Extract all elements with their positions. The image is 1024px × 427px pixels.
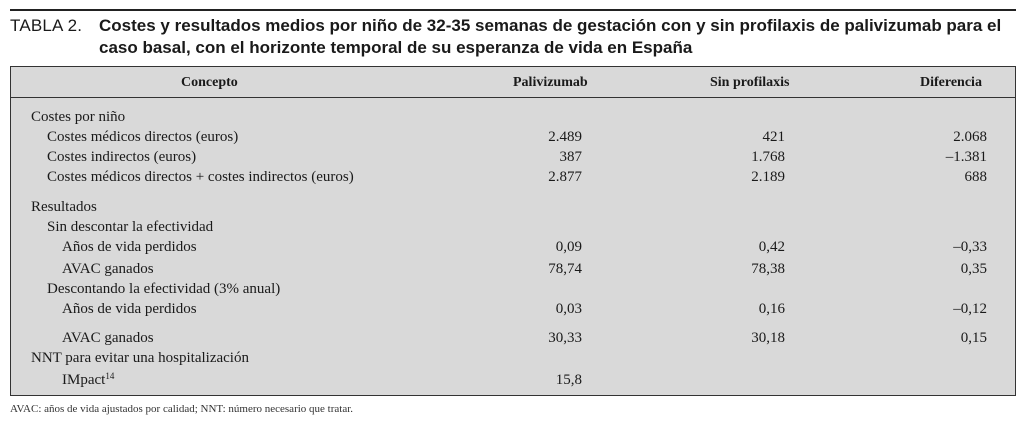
table-row — [11, 348, 1015, 368]
header-concepto: Concepto — [181, 75, 238, 90]
row-label: Costes médicos directos + costes indirectos (euros) — [47, 169, 354, 185]
diferencia-value: –1.381 — [945, 149, 987, 165]
table-row — [11, 279, 1015, 299]
palivizumab-value: 387 — [559, 149, 582, 165]
table-row — [11, 197, 1015, 217]
row-label: Costes indirectos (euros) — [47, 149, 197, 165]
diferencia-value: 0,15 — [960, 330, 987, 346]
palivizumab-value: 0,09 — [555, 239, 582, 255]
table-row — [11, 370, 1015, 390]
top-rule — [10, 9, 1016, 11]
palivizumab-value: 0,03 — [555, 301, 582, 317]
sin-profilaxis-value: 421 — [762, 129, 785, 145]
table-title — [10, 15, 1010, 59]
diferencia-value: –0,12 — [953, 301, 987, 317]
palivizumab-value: 2.877 — [548, 169, 582, 185]
diferencia-value: 2.068 — [953, 129, 987, 145]
table-row — [11, 127, 1015, 147]
sin-profilaxis-value: 0,16 — [758, 301, 785, 317]
palivizumab-value: 30,33 — [548, 330, 582, 346]
table-row — [11, 107, 1015, 127]
sin-profilaxis-value: 0,42 — [758, 239, 785, 255]
header-sin-profilaxis: Sin profilaxis — [710, 75, 790, 90]
data-table — [10, 66, 1016, 396]
table-caption: Costes y resultados medios por niño de 32-35 semanas de gestación con y sin profilaxis de palivizumab para el caso basal, con el horizonte temporal de su esperanza de vida en España — [99, 16, 1002, 57]
diferencia-value: 688 — [964, 169, 987, 185]
row-label: Descontando la efectividad (3% anual) — [47, 281, 281, 297]
row-label: Sin descontar la efectividad — [47, 219, 214, 235]
row-label: Costes por niño — [31, 109, 126, 125]
table-row — [11, 259, 1015, 279]
table-number-label: TABLA 2. — [10, 16, 83, 35]
table-row — [11, 167, 1015, 187]
sin-profilaxis-value: 78,38 — [751, 261, 785, 277]
header-diferencia: Diferencia — [920, 75, 982, 90]
sin-profilaxis-value: 30,18 — [751, 330, 785, 346]
palivizumab-value: 15,8 — [555, 372, 582, 388]
diferencia-value: 0,35 — [960, 261, 987, 277]
table-row — [11, 147, 1015, 167]
table-footnote: AVAC: años de vida ajustados por calidad; NNT: número necesario que tratar. — [10, 403, 354, 415]
row-label: AVAC ganados — [62, 330, 154, 346]
table-row — [11, 237, 1015, 257]
row-label: AVAC ganados — [62, 261, 154, 277]
row-label: Años de vida perdidos — [62, 301, 197, 317]
sin-profilaxis-value: 1.768 — [751, 149, 785, 165]
reference-superscript: 14 — [105, 371, 115, 381]
table-row — [11, 328, 1015, 348]
palivizumab-value: 78,74 — [548, 261, 582, 277]
row-label: IMpact$^{14}$ — [62, 371, 115, 388]
palivizumab-value: 2.489 — [548, 129, 582, 145]
row-label: NNT para evitar una hospitalización — [31, 350, 249, 366]
row-label: Costes médicos directos (euros) — [47, 129, 239, 145]
table-row — [11, 299, 1015, 319]
row-label: Resultados — [31, 199, 97, 215]
table-header-row — [11, 67, 1015, 98]
table-row — [11, 217, 1015, 237]
sin-profilaxis-value: 2.189 — [751, 169, 785, 185]
header-palivizumab: Palivizumab — [513, 75, 588, 90]
row-label: Años de vida perdidos — [62, 239, 197, 255]
diferencia-value: –0,33 — [953, 239, 987, 255]
